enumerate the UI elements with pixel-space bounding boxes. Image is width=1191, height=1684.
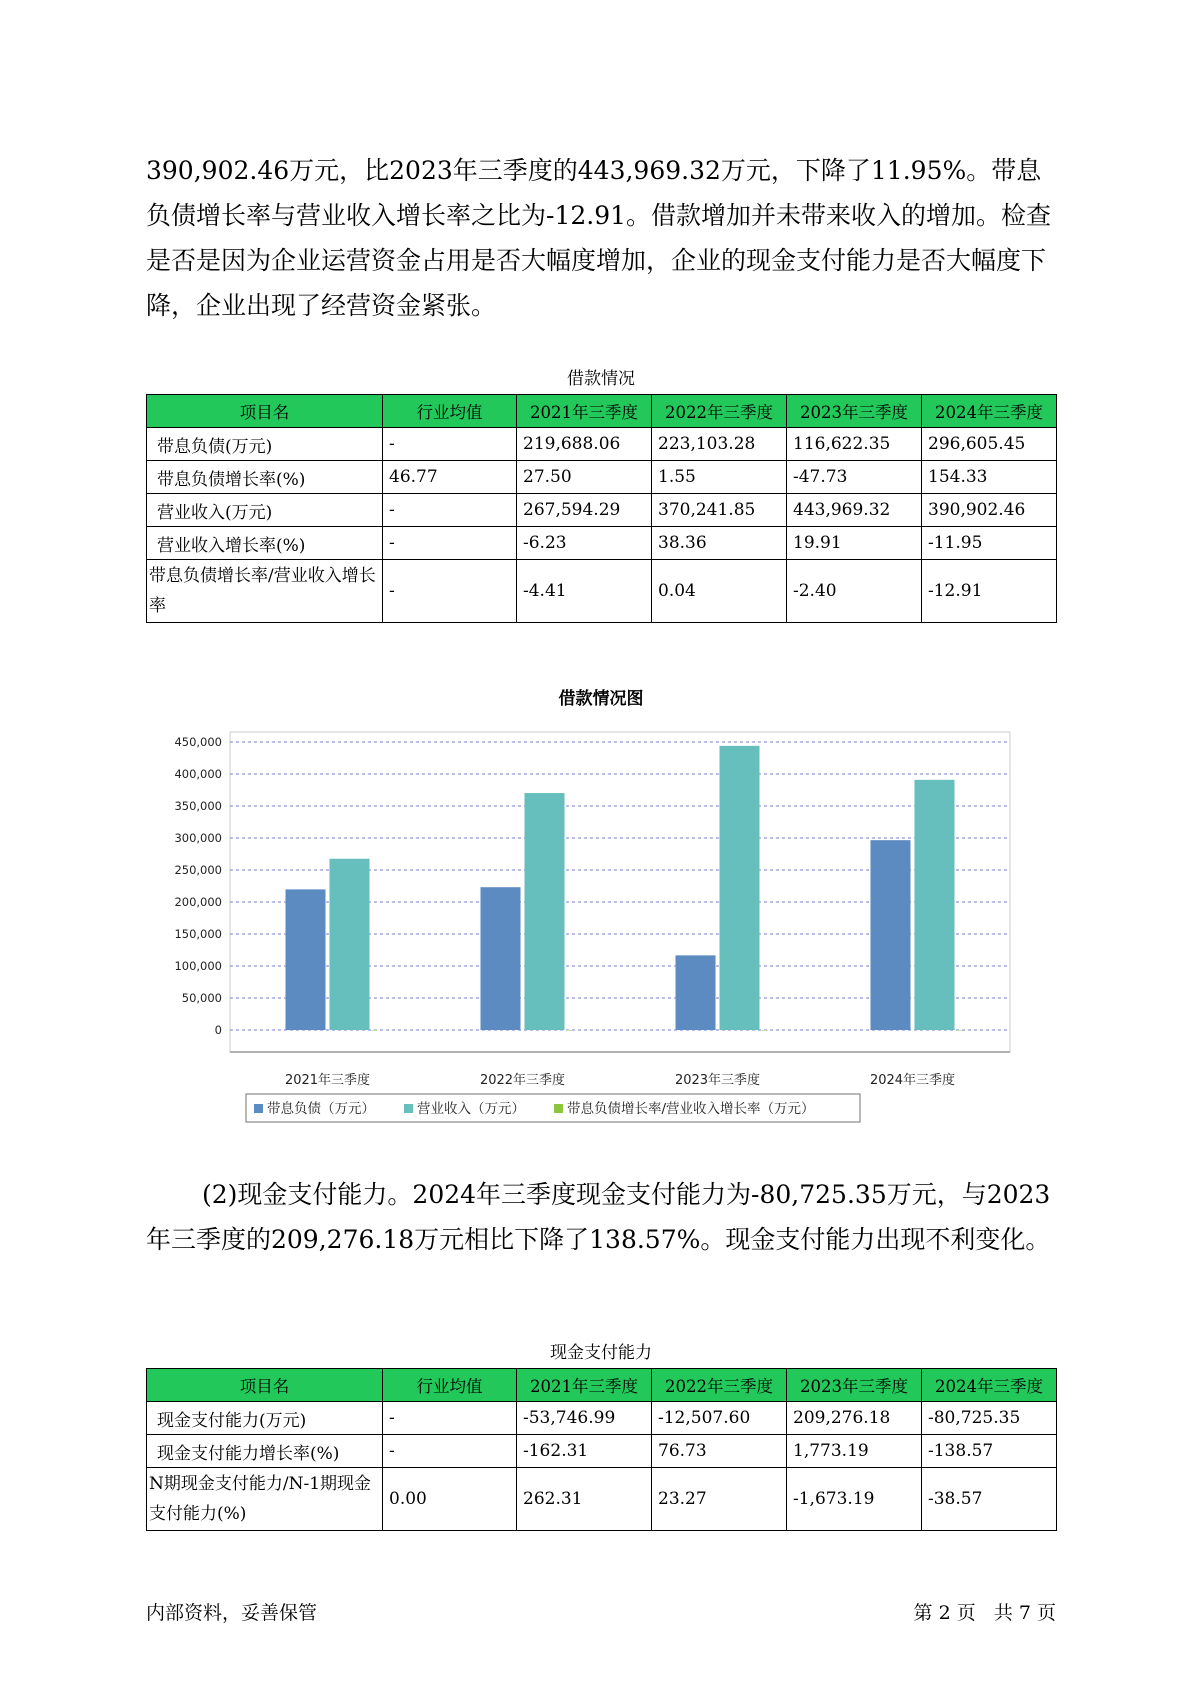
table-cell: -1,673.19 <box>787 1468 922 1531</box>
table-header-cell: 项目名 <box>147 1369 383 1402</box>
table-cell: -138.57 <box>922 1435 1057 1468</box>
table-cell: 38.36 <box>652 527 787 560</box>
bar <box>286 889 326 1030</box>
table-cell: -162.31 <box>517 1435 652 1468</box>
table-header-row <box>147 1369 1057 1402</box>
table-cell: 154.33 <box>922 461 1057 494</box>
bar <box>957 1030 963 1031</box>
table-cell: 76.73 <box>652 1435 787 1468</box>
table-cell: 296,605.45 <box>922 428 1057 461</box>
table-cell: 209,276.18 <box>787 1402 922 1435</box>
table-cell: -6.23 <box>517 527 652 560</box>
table-cell: 0.00 <box>383 1468 517 1531</box>
table-cell: -4.41 <box>517 560 652 623</box>
table-cell: 390,902.46 <box>922 494 1057 527</box>
table-cell: - <box>383 527 517 560</box>
table-cell: 1,773.19 <box>787 1435 922 1468</box>
table-header-cell: 2021年三季度 <box>517 395 652 428</box>
table-cell: - <box>383 494 517 527</box>
intro-paragraph: 390,902.46万元，比2023年三季度的443,969.32万元，下降了11.95%。带息负债增长率与营业收入增长率之比为-12.91。借款增加并未带来收入的增加。检查是否是因为企业运营资金占用是否大幅度增加，企业的现金支付能力是否大幅度下降，企业出现了经营资金紧张。 <box>146 156 1052 320</box>
bar <box>676 955 716 1030</box>
y-tick-label: 400,000 <box>174 767 222 781</box>
table-cell: - <box>383 428 517 461</box>
table-cell: -12,507.60 <box>652 1402 787 1435</box>
bar <box>525 793 565 1030</box>
table-cell: - <box>383 1435 517 1468</box>
x-tick-label: 2022年三季度 <box>479 1073 566 1088</box>
table-cell: -11.95 <box>922 527 1057 560</box>
table-cell: 223,103.28 <box>652 428 787 461</box>
row-label: 现金支付能力增长率(%) <box>147 1435 383 1468</box>
x-tick-label: 2024年三季度 <box>869 1073 956 1088</box>
table-header-cell: 2023年三季度 <box>787 395 922 428</box>
legend-swatch <box>554 1104 563 1113</box>
table-header-cell: 项目名 <box>147 395 383 428</box>
table-header-row <box>147 395 1057 428</box>
table-header-cell: 2024年三季度 <box>922 395 1057 428</box>
bar <box>915 780 955 1030</box>
y-tick-label: 200,000 <box>174 895 222 909</box>
chart-title: 借款情况图 <box>558 689 644 709</box>
row-label: 现金支付能力(万元) <box>147 1402 383 1435</box>
table-row <box>147 428 1057 461</box>
row-label: 营业收入增长率(%) <box>147 527 383 560</box>
table-cell: 23.27 <box>652 1468 787 1531</box>
table-cell: 1.55 <box>652 461 787 494</box>
table-cell: -2.40 <box>787 560 922 623</box>
legend-label: 带息负债（万元） <box>267 1101 375 1117</box>
cash-paragraph: (2)现金支付能力。2024年三季度现金支付能力为-80,725.35万元，与2023年三季度的209,276.18万元相比下降了138.57%。现金支付能力出现不利变化。 <box>146 1180 1051 1254</box>
table-row <box>147 494 1057 527</box>
table-cell: 267,594.29 <box>517 494 652 527</box>
table-header-cell: 2024年三季度 <box>922 1369 1057 1402</box>
table-cell: - <box>383 1402 517 1435</box>
table-cell: 443,969.32 <box>787 494 922 527</box>
cash-table <box>146 1368 1057 1531</box>
table-cell: -80,725.35 <box>922 1402 1057 1435</box>
loan-bar-chart <box>146 712 1056 1132</box>
table-cell: 46.77 <box>383 461 517 494</box>
row-label: 带息负债增长率/营业收入增长率 <box>147 560 383 623</box>
table-cell: 0.04 <box>652 560 787 623</box>
bar <box>481 887 521 1030</box>
row-label: N期现金支付能力/N-1期现金支付能力(%) <box>147 1468 383 1531</box>
y-tick-label: 100,000 <box>174 959 222 973</box>
table-cell: -38.57 <box>922 1468 1057 1531</box>
table-row <box>147 1435 1057 1468</box>
table-header-cell: 2021年三季度 <box>517 1369 652 1402</box>
table2-caption: 现金支付能力 <box>550 1343 652 1363</box>
y-tick-label: 150,000 <box>174 927 222 941</box>
bar <box>871 840 911 1030</box>
table-cell: 116,622.35 <box>787 428 922 461</box>
table-cell: -47.73 <box>787 461 922 494</box>
table-row <box>147 527 1057 560</box>
table-cell: -12.91 <box>922 560 1057 623</box>
table-cell: 370,241.85 <box>652 494 787 527</box>
bar <box>372 1030 378 1031</box>
table-cell: - <box>383 560 517 623</box>
table-header-cell: 行业均值 <box>383 395 517 428</box>
y-tick-label: 350,000 <box>174 799 222 813</box>
legend-label: 带息负债增长率/营业收入增长率（万元） <box>567 1101 815 1117</box>
y-tick-label: 250,000 <box>174 863 222 877</box>
bar <box>567 1030 573 1031</box>
legend-swatch <box>254 1104 263 1113</box>
y-tick-label: 450,000 <box>174 735 222 749</box>
footer-page-number: 第 2 页 共 7 页 <box>913 1602 1056 1624</box>
table-row <box>147 560 1057 623</box>
legend-label: 营业收入（万元） <box>417 1101 525 1117</box>
bar <box>762 1030 768 1031</box>
y-tick-label: 0 <box>214 1023 222 1037</box>
table-row <box>147 1468 1057 1531</box>
bar <box>330 859 370 1030</box>
table-cell: 262.31 <box>517 1468 652 1531</box>
row-label: 带息负债增长率(%) <box>147 461 383 494</box>
table-header-cell: 行业均值 <box>383 1369 517 1402</box>
table1-caption: 借款情况 <box>567 369 635 389</box>
table-header-cell: 2022年三季度 <box>652 395 787 428</box>
row-label: 带息负债(万元) <box>147 428 383 461</box>
y-tick-label: 50,000 <box>181 991 222 1005</box>
legend-swatch <box>404 1104 413 1113</box>
table-header-cell: 2022年三季度 <box>652 1369 787 1402</box>
row-label: 营业收入(万元) <box>147 494 383 527</box>
table-row <box>147 461 1057 494</box>
table-cell: 27.50 <box>517 461 652 494</box>
y-tick-label: 300,000 <box>174 831 222 845</box>
table-cell: -53,746.99 <box>517 1402 652 1435</box>
table-header-cell: 2023年三季度 <box>787 1369 922 1402</box>
table-cell: 219,688.06 <box>517 428 652 461</box>
bar <box>720 746 760 1030</box>
x-tick-label: 2021年三季度 <box>284 1073 371 1088</box>
loan-table <box>146 394 1057 623</box>
table-row <box>147 1402 1057 1435</box>
table-cell: 19.91 <box>787 527 922 560</box>
footer-left: 内部资料，妥善保管 <box>146 1602 318 1624</box>
x-tick-label: 2023年三季度 <box>674 1073 761 1088</box>
